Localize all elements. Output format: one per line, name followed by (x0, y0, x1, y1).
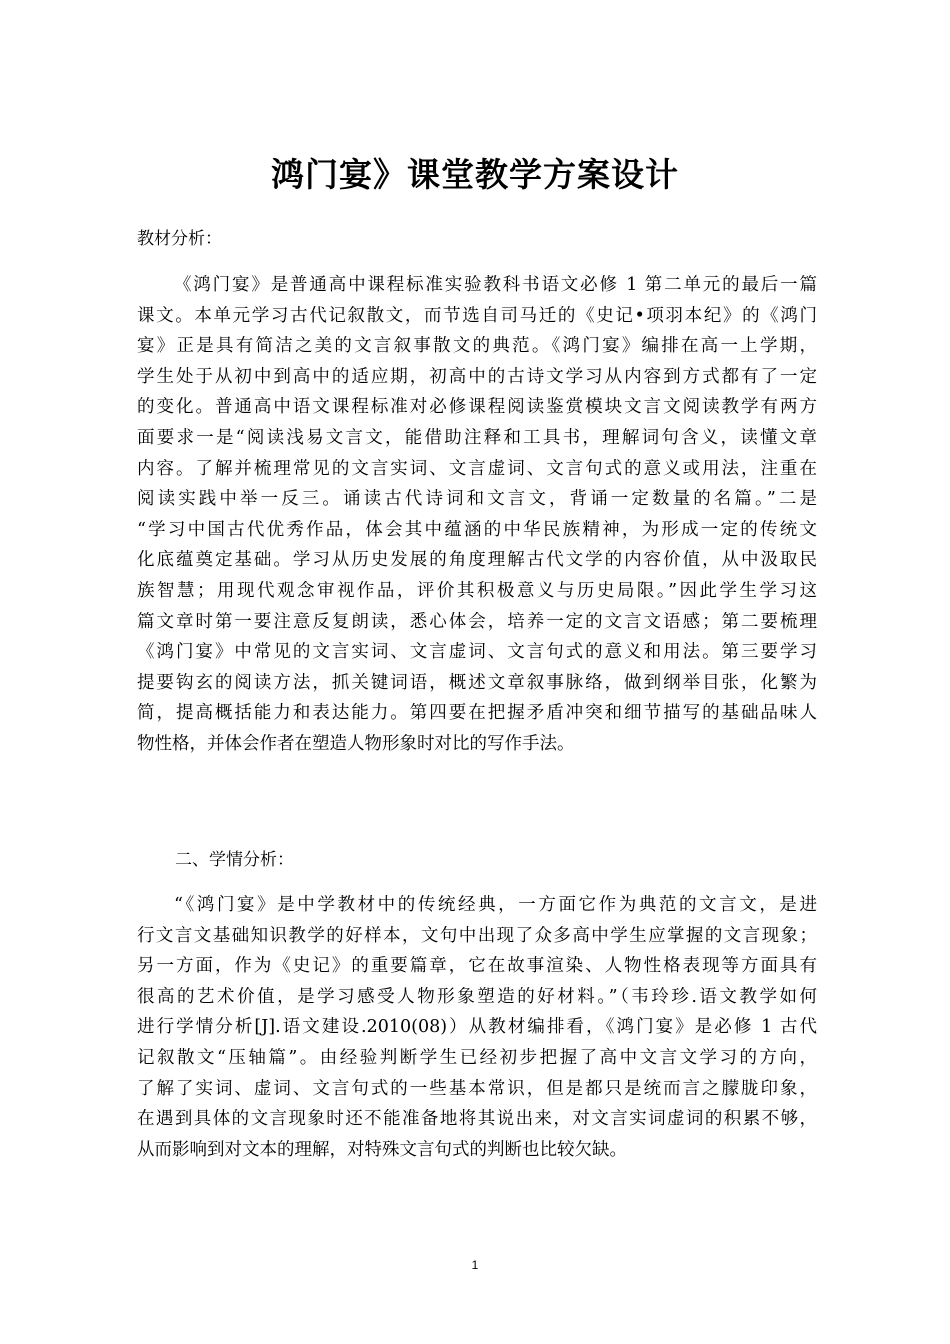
paragraph-line: 了解了实词、虚词、文言句式的一些基本常识，但是都只是统而言之朦胧印象， (137, 1078, 817, 1099)
paragraph-line: 简，提高概括能力和表达能力。第四要在把握矛盾冲突和细节描写的基础品味人 (137, 703, 817, 724)
paragraph-line: 阅读实践中举一反三。诵读古代诗词和文言文，背诵一定数量的名篇。”二是 (137, 489, 817, 510)
paragraph-line: 学生处于从初中到高中的适应期，初高中的古诗文学习从内容到方式都有了一定 (137, 366, 817, 387)
section-heading-student-analysis: 二、学情分析： (175, 850, 294, 870)
section-heading-textbook-analysis: 教材分析： (137, 229, 222, 249)
paragraph-line: 篇文章时第一要注意反复朗读，悉心体会，培养一定的文言文语感；第二要梳理 (137, 611, 817, 632)
paragraph-line: 《鸿门宴》中常见的文言实词、文言虚词、文言句式的意义和用法。第三要学习 (137, 642, 817, 663)
paragraph-line: 从而影响到对文本的理解，对特殊文言句式的判断也比较欠缺。 (137, 1139, 627, 1160)
paragraph-line: 行文言文基础知识教学的好样本，文句中出现了众多高中学生应掌握的文言现象； (137, 925, 817, 946)
paragraph-line: 族智慧；用现代观念审视作品，评价其积极意义与历史局限。”因此学生学习这 (137, 580, 817, 601)
page-number: 1 (471, 1258, 479, 1272)
paragraph-student-analysis (137, 890, 817, 1165)
paragraph-line: 内容。了解并梳理常见的文言实词、文言虚词、文言句式的意义或用法，注重在 (137, 458, 817, 479)
paragraph-line: 面要求一是“阅读浅易文言文，能借助注释和工具书，理解词句含义，读懂文章 (137, 427, 817, 448)
paragraph-line: 宴》正是具有简洁之美的文言叙事散文的典范。《鸿门宴》编排在高一上学期， (137, 336, 817, 357)
paragraph-line: 另一方面，作为《史记》的重要篇章，它在故事渲染、人物性格表现等方面具有 (137, 956, 817, 977)
paragraph-line: 化底蕴奠定基础。学习从历史发展的角度理解古代文学的内容价值，从中汲取民 (137, 550, 817, 571)
paragraph-line: 《鸿门宴》是普通高中课程标准实验教科书语文必修 1 第二单元的最后一篇 (174, 275, 817, 295)
paragraph-line: 物性格，并体会作者在塑造人物形象时对比的写作手法。 (137, 733, 575, 754)
paragraph-line: 课文。本单元学习古代记叙散文，而节选自司马迁的《史记•项羽本纪》的《鸿门 (137, 305, 817, 326)
paragraph-line: “《鸿门宴》是中学教材中的传统经典，一方面它作为典范的文言文，是进 (174, 895, 817, 915)
document-title: 鸿门宴》课堂教学方案设计 (271, 155, 679, 194)
paragraph-line: 进行学情分析[J].语文建设.2010(08)）从教材编排看，《鸿门宴》是必修 1 古代 (137, 1017, 817, 1038)
paragraph-textbook-analysis (137, 270, 817, 760)
paragraph-line: 很高的艺术价值，是学习感受人物形象塑造的好材料。”（韦玲珍.语文教学如何 (137, 986, 817, 1007)
paragraph-line: 在遇到具体的文言现象时还不能准备地将其说出来，对文言实词虚词的积累不够， (137, 1109, 817, 1130)
paragraph-line: 记叙散文“压轴篇”。由经验判断学生已经初步把握了高中文言文学习的方向， (137, 1047, 817, 1068)
paragraph-line: “学习中国古代优秀作品，体会其中蕴涵的中华民族精神，为形成一定的传统文 (137, 519, 817, 540)
paragraph-line: 提要钩玄的阅读方法，抓关键词语，概述文章叙事脉络，做到纲举目张，化繁为 (137, 672, 817, 693)
paragraph-line: 的变化。普通高中语文课程标准对必修课程阅读鉴赏模块文言文阅读教学有两方 (137, 397, 817, 418)
